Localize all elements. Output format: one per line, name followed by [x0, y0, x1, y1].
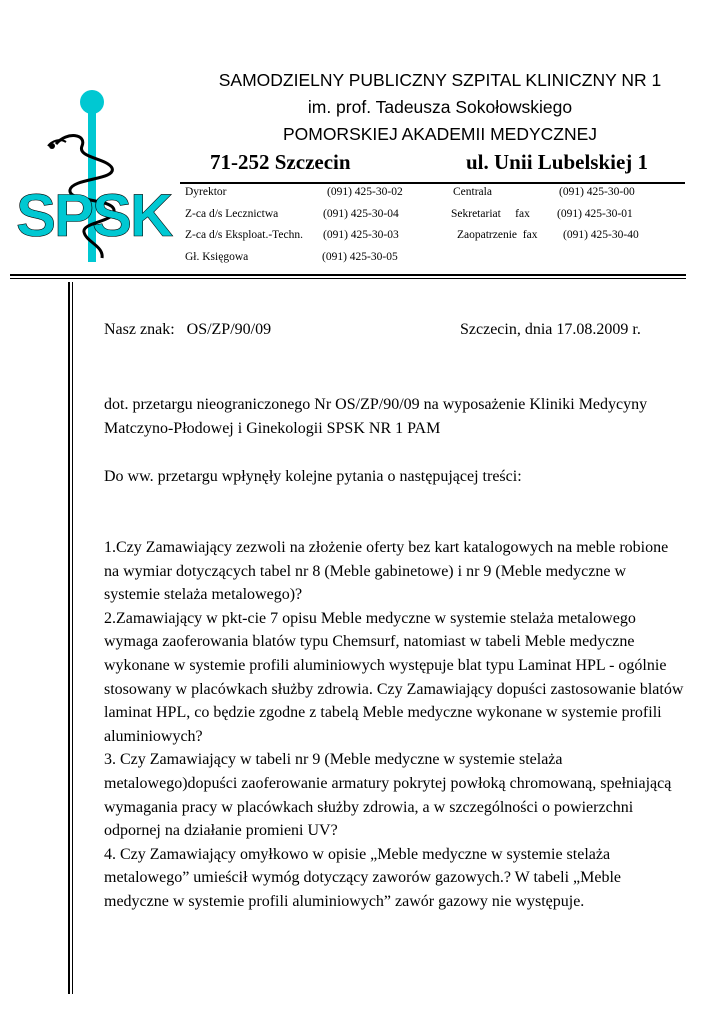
logo-snake-head-icon: [49, 143, 55, 149]
header-patron: im. prof. Tadeusza Sokołowskiego: [307, 97, 573, 117]
contact-label: Dyrektor: [185, 186, 227, 198]
logo-staff-head: [80, 90, 104, 114]
contact-label: Z-ca d/s Lecznictwa: [185, 208, 279, 220]
contact-label: Centrala: [453, 186, 492, 198]
header-street: ul. Unii Lubelskiej 1: [466, 150, 649, 174]
header-rule: [180, 182, 685, 184]
question-item: 2.Zamawiający w pkt-cie 7 opisu Meble medyczne w systemie stelaża metalowego wymaga zaoferowania blatów typu Chemsurf, natomiast w tabeli Meble medyczne wykonane w systemie profili aluminiowych występuje blat typu Laminat HPL - ogólnie stosowany w placówkach służby zdrowia. Czy Zamawiający dopuści zastosowanie blatów laminat HPL, co będzie zgodne z tabelą Meble medyczne wykonane w systemie profili aluminiowych?: [104, 609, 684, 745]
header-city: 71-252 Szczecin: [210, 150, 351, 174]
question-item: 1.Czy Zamawiający zezwoli na złożenie oferty bez kart katalogowych na meble robione na wymiar dotyczących tabel nr 8 (Meble gabinetowe) i nr 9 (Meble medyczne w systemie stelaża metalowego)?: [104, 539, 669, 604]
question-item: 4. Czy Zamawiający omyłkowo w opisie „Meble medyczne w systemie stelaża metalowego” umieścił wymóg dotyczący zaworów gazowych.? W tabeli „Meble medyczne w systemie profili aluminiowych” zawór gazowy nie występuje.: [104, 845, 621, 910]
letterhead-rule-thin: [10, 278, 686, 279]
contact-label: Zaopatrzenie fax: [457, 229, 538, 241]
letter-intro: Do ww. przetargu wpłynęły kolejne pytania o następującej treści:: [104, 468, 522, 485]
letter-subject: dot. przetargu nieograniczonego Nr OS/ZP/90/09 na wyposażenie Kliniki Medycyny Matczyno-Płodowej i Ginekologii SPSK NR 1 PAM: [104, 396, 648, 437]
contact-phone: (091) 425-30-04: [323, 208, 399, 220]
contact-label: Sekretariat fax: [451, 208, 530, 220]
letter-date: Szczecin, dnia 17.08.2009 r.: [460, 321, 641, 338]
question-item: 3. Czy Zamawiający w tabeli nr 9 (Meble medyczne w systemie stelaża metalowego)dopuści zaoferowanie armatury pokrytej powłoką chromowaną, spełniającą wymagania pracy w placówkach służby zdrowia, a w szczególności o powierzchni odpornej na działanie promieni UV?: [104, 751, 672, 840]
contact-phone: (091) 425-30-05: [322, 251, 398, 263]
margin-rule-thin: [72, 282, 73, 994]
header-hospital-name: SAMODZIELNY PUBLICZNY SZPITAL KLINICZNY NR 1: [218, 70, 662, 90]
hospital-logo: [12, 86, 182, 266]
contact-label: Gł. Księgowa: [185, 251, 249, 263]
contact-phone: (091) 425-30-40: [563, 229, 639, 241]
contact-phone: (091) 425-30-03: [323, 229, 399, 241]
margin-rule: [68, 282, 70, 994]
header-academy: POMORSKIEJ AKADEMII MEDYCZNEJ: [282, 124, 598, 144]
reference-number: Nasz znak: OS/ZP/90/09: [104, 321, 272, 338]
questions-list: [104, 536, 684, 914]
contact-phone: (091) 425-30-02: [327, 186, 403, 198]
letterhead-rule: [10, 274, 686, 276]
contact-label: Z-ca d/s Eksploat.-Techn.: [185, 229, 303, 241]
logo-text: SPSK: [16, 182, 172, 249]
contact-phone: (091) 425-30-00: [559, 186, 635, 198]
contact-phone: (091) 425-30-01: [557, 208, 633, 220]
